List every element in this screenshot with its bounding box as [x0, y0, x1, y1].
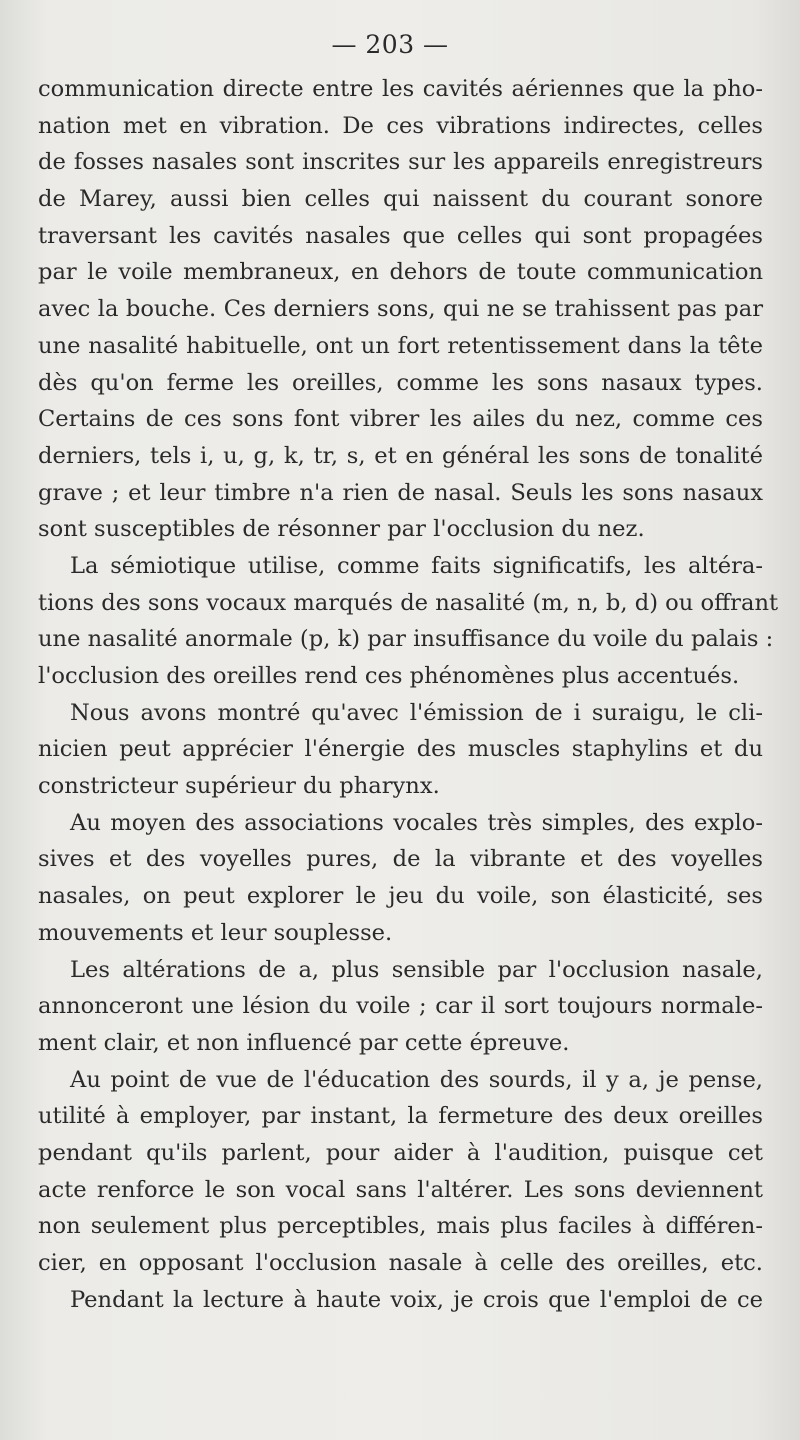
text-line: par le voile membraneux, en dehors de toute communication: [38, 259, 763, 286]
text-line: derniers, tels i, u, g, k, tr, s, et en général les sons de tonalité: [38, 442, 763, 469]
text-line: communication directe entre les cavités aériennes que la pho-: [38, 76, 763, 102]
text-line: dès qu'on ferme les oreilles, comme les sons nasaux types.: [38, 369, 763, 396]
text-line: traversant les cavités nasales que celles qui sont propagées: [38, 222, 763, 249]
paragraph-start-line: Au point de vue de l'éducation des sourds, il y a, je pense,: [70, 1066, 763, 1093]
text-line: ment clair, et non influencé par cette épreuve.: [38, 1029, 570, 1056]
text-line: acte renforce le son vocal sans l'altérer. Les sons deviennent: [38, 1176, 763, 1203]
text-line: avec la bouche. Ces derniers sons, qui ne se trahissent pas par: [38, 296, 763, 323]
paragraph-start-line: Au moyen des associations vocales très simples, des explo-: [70, 809, 763, 836]
body-text: [38, 71, 779, 1318]
text-line: constricteur supérieur du pharynx.: [38, 773, 440, 800]
text-line: cier, en opposant l'occlusion nasale à celle des oreilles, etc.: [38, 1250, 763, 1276]
paragraph-start-line: La sémiotique utilise, comme faits significatifs, les altéra-: [70, 552, 763, 579]
text-line: nasales, on peut explorer le jeu du voile, son élasticité, ses: [38, 883, 763, 910]
text-line: l'occlusion des oreilles rend ces phénomènes plus accentués.: [38, 663, 740, 689]
text-line: nation met en vibration. De ces vibrations indirectes, celles: [38, 112, 763, 139]
text-line: sont susceptibles de résonner par l'occlusion du nez.: [38, 516, 645, 543]
text-line: sives et des voyelles pures, de la vibrante et des voyelles: [38, 846, 763, 873]
text-line: une nasalité anormale (p, k) par insuffisance du voile du palais :: [38, 626, 774, 653]
paragraph-start-line: Nous avons montré qu'avec l'émission de i suraigu, le cli-: [70, 699, 763, 726]
text-line: tions des sons vocaux marqués de nasalité (m, n, b, d) ou offrant: [38, 589, 779, 616]
text-line: grave ; et leur timbre n'a rien de nasal. Seuls les sons nasaux: [38, 479, 763, 506]
text-line: mouvements et leur souplesse.: [38, 919, 393, 946]
page-number: — 203 —: [331, 30, 449, 59]
text-line: utilité à employer, par instant, la fermeture des deux oreilles: [38, 1103, 763, 1130]
text-line: une nasalité habituelle, ont un fort retentissement dans la tête: [38, 332, 763, 359]
text-line: de fosses nasales sont inscrites sur les appareils enregistreurs: [38, 149, 763, 176]
text-line: annonceront une lésion du voile ; car il sort toujours normale-: [38, 993, 763, 1020]
paragraph-start-line: Les altérations de a, plus sensible par l'occlusion nasale,: [70, 956, 763, 983]
text-line: de Marey, aussi bien celles qui naissent du courant sonore: [38, 186, 763, 213]
text-line: non seulement plus perceptibles, mais plus faciles à différen-: [38, 1213, 763, 1240]
text-line: pendant qu'ils parlent, pour aider à l'audition, puisque cet: [38, 1139, 763, 1166]
text-line: Certains de ces sons font vibrer les ailes du nez, comme ces: [38, 406, 763, 433]
paragraph-start-line: Pendant la lecture à haute voix, je crois que l'emploi de ce: [70, 1286, 763, 1313]
text-line: nicien peut apprécier l'énergie des muscles staphylins et du: [38, 736, 763, 763]
